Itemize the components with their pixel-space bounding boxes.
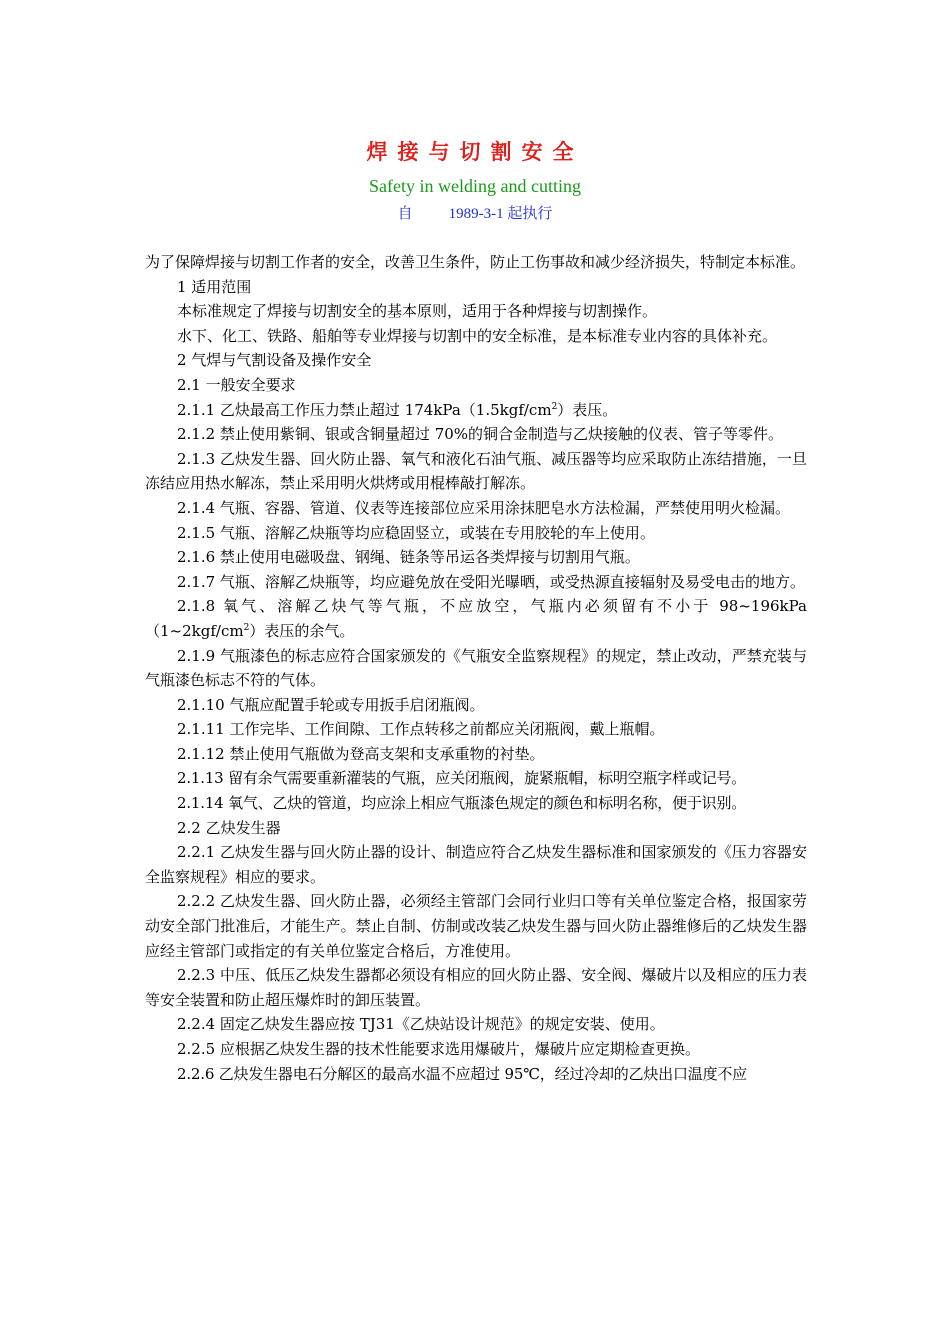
paragraph: 2.1.3 乙炔发生器、回火防止器、氧气和液化石油气瓶、减压器等均应采取防止冻结措施，一旦冻结应用热水解冻，禁止采用明火烘烤或用棍棒敲打解冻。 [145,449,807,493]
paragraph-2-1-8: 2.1.8 氧气、溶解乙炔气等气瓶，不应放空，气瓶内必须留有不小于 $98\sim 196kPa(1\sim 2kgf/cm^2)$表压的余气。 [145,597,807,640]
paragraph: 2.2.4 固定乙炔发生器应按 TJ31《乙炔站设计规范》的规定安装、使用。 [177,1015,665,1034]
paragraph: 2.1.2 禁止使用紫铜、银或含铜量超过 70%的铜合金制造与乙炔接触的仪表、管子等零件。 [177,425,784,444]
paragraph-intro: 为了保障焊接与切割工作者的安全，改善卫生条件，防止工伤事故和减少经济损失，特制定本标准。 [145,253,806,271]
date-prefix: 自 [397,206,413,222]
section-heading: 2 气焊与气割设备及操作安全 [177,351,372,370]
paragraph: 2.1.4 气瓶、容器、管道、仪表等连接部位应采用涂抹肥皂水方法检漏，严禁使用明火检漏。 [177,498,790,517]
date-suffix: 起执行 [507,206,553,222]
paragraph: 2.1.7 气瓶、溶解乙炔瓶等，均应避免放在受阳光曝晒，或受热源直接辐射及易受电击的地方。 [177,572,805,591]
date-value: 1989-3-1 [448,206,504,222]
paragraph: 2.2.3 中压、低压乙炔发生器都必须设有相应的回火防止器、安全阀、爆破片以及相应的压力表等安全装置和防止超压爆炸时的卸压装置。 [145,966,807,1009]
paragraph: 2.1.12 禁止使用气瓶做为登高支架和支承重物的衬垫。 [177,744,545,763]
paragraph: 2.2.6 乙炔发生器电石分解区的最高水温不应超过 95℃，经过冷却的乙炔出口温度不应 [177,1064,747,1083]
paragraph: 本标准规定了焊接与切割安全的基本原则，适用于各种焊接与切割操作。 [177,302,658,321]
paragraph: 2.1.10 气瓶应配置手轮或专用扳手启闭瓶阀。 [177,695,485,714]
paragraph: 2.1.9 气瓶漆色的标志应符合国家颁发的《气瓶安全监察规程》的规定，禁止改动，严禁充装与气瓶漆色标志不符的气体。 [145,646,807,690]
paragraph: 2.1.14 氧气、乙炔的管道，均应涂上相应气瓶漆色规定的颜色和标明名称，便于识别。 [177,794,747,813]
paragraph: 2.1.5 气瓶、溶解乙炔瓶等均应稳固竖立，或装在专用胶轮的车上使用。 [177,523,655,542]
paragraph-2-1-1: 2.1.1 乙炔最高工作压力禁止超过 $174kPa(1.5kgf/cm^2)$表压。 [177,400,618,419]
paragraph: 2.1.11 工作完毕、工作间隙、工作点转移之前都应关闭瓶阀，戴上瓶帽。 [177,720,665,739]
document-body [145,250,807,1086]
paragraph: 2.1.6 禁止使用电磁吸盘、钢绳、链条等吊运各类焊接与切割用气瓶。 [177,548,640,567]
paragraph: 2.1.13 留有余气需要重新灌装的气瓶，应关闭瓶阀，旋紧瓶帽，标明空瓶字样或记号。 [177,769,747,788]
paragraph: 2.2.2 乙炔发生器、回火防止器，必须经主管部门会同行业归口等有关单位鉴定合格，报国家劳动安全部门批准后，才能生产。禁止自制、仿制或改装乙炔发生器与回火防止器维修后的乙炔发生器应经主管部门或指定的有关单位鉴定合格后，方准使用。 [145,892,807,960]
document-title: 焊接与切割安全 [366,140,584,164]
paragraph: 2.2.1 乙炔发生器与回火防止器的设计、制造应符合乙炔发生器标准和国家颁发的《压力容器安全监察规程》相应的要求。 [145,843,807,886]
subsection-heading: 2.1 一般安全要求 [177,375,296,394]
subsection-heading: 2.2 乙炔发生器 [177,818,281,837]
effective-date [0,202,950,223]
paragraph: 水下、化工、铁路、船舶等专业焊接与切割中的安全标准，是本标准专业内容的具体补充。 [177,326,778,345]
section-heading: 1 适用范围 [177,277,252,296]
paragraph: 2.2.5 应根据乙炔发生器的技术性能要求选用爆破片，爆破片应定期检查更换。 [177,1040,700,1058]
document-subtitle: Safety in welding and cutting [369,176,581,196]
